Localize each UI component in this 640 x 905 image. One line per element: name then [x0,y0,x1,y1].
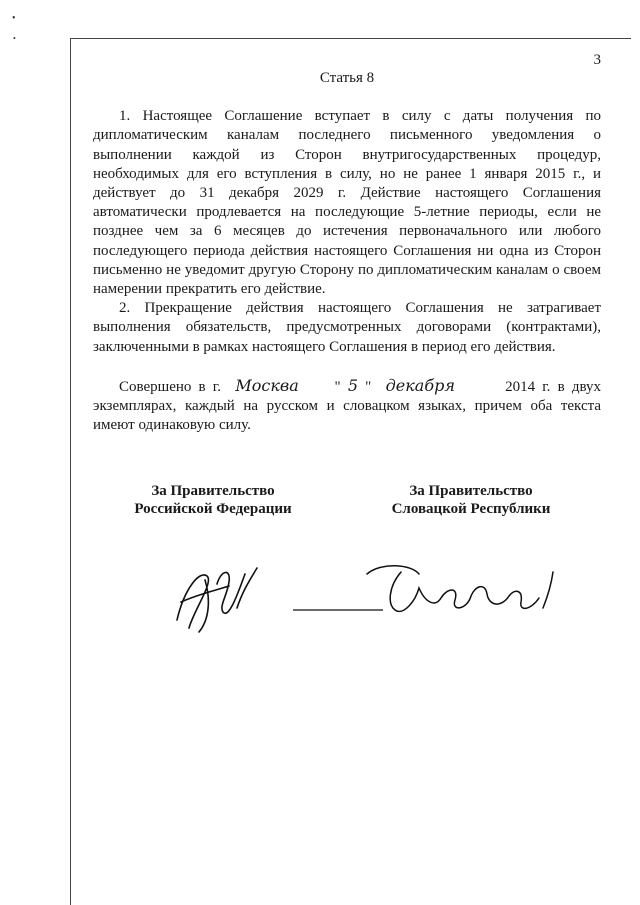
signatory-russia-line1: За Правительство [151,483,275,499]
closing-prefix: Совершено в г. [119,378,222,395]
document-page [70,38,631,905]
paragraph-2: 2. Прекращение действия настоящего Соглашения не затрагивает выполнения обязательств, предусмотренных договорами (контрактами), заключенными в рамках настоящего Соглашения в период его действия. [93,300,601,355]
handwritten-city: Москва [235,375,299,395]
document-body [93,69,601,435]
closing-paragraph: Совершено в г. Москва " 5 " декабря 2014 г. в двух экземплярах, каждый на русском и словацком языках, причем оба текста имеют одинаковую силу. [93,375,602,434]
signatory-slovakia-line2: Словацкой Республики [391,501,551,517]
scan-speck: • [12,13,16,24]
signature-russia [159,550,279,640]
handwritten-month: декабря [385,375,455,395]
closing-suffix: 2014 г. в двух экземплярах, каждый на русском и словацком языках, причем оба текста имеют одинаковую силу. [93,378,602,434]
page-number: 3 [593,52,601,68]
signatory-russia [113,482,313,518]
signatory-russia-line2: Российской Федерации [134,501,292,517]
article-title: Статья 8 [319,70,375,86]
paragraph-1: 1. Настоящее Соглашение вступает в силу с даты получения по дипломатическим каналам последнего письменного уведомления о выполнении каждой из Сторон внутригосударственных процедур, необходимых для его вступления в силу, но не ранее 1 января 2015 г., и действует до 31 декабря 2029 г. Действие настоящего Соглашения автоматически продлевается на последующие 5-летние периоды, если не позднее чем за 6 месяцев до истечения первоначального или любого последующего периода действия настоящего Соглашения ни одна из Сторон письменно не уведомит другую Сторону по дипломатическим каналам о своем намерении прекратить его действие. [93,108,601,298]
signatory-slovakia-line1: За Правительство [409,483,533,499]
handwritten-day: 5 [347,375,359,395]
scan-speck: • [13,34,16,43]
signatory-slovakia [371,482,571,518]
signature-slovakia [291,552,591,632]
